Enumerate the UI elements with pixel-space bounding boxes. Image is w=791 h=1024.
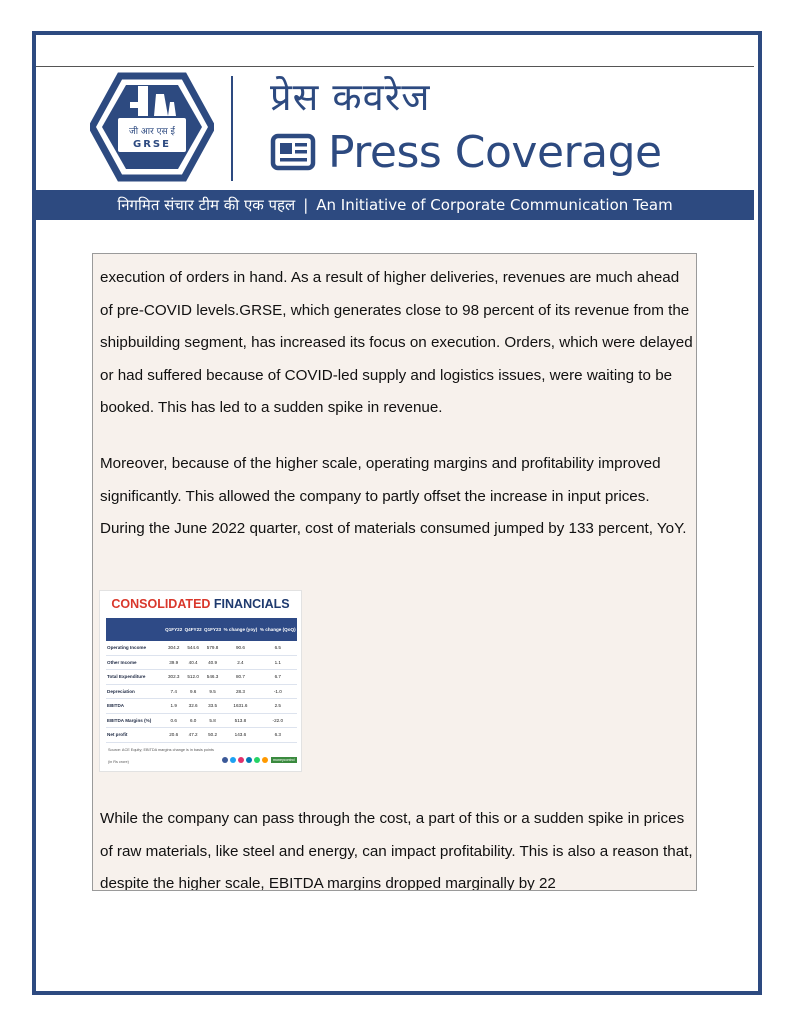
table-cell: 304.2 bbox=[164, 641, 183, 655]
table-row bbox=[106, 684, 297, 699]
hindi-title: प्रेस कवरेज bbox=[270, 75, 431, 119]
logo-hindi-text: जी आर एस ई bbox=[129, 127, 175, 137]
column-header: % change (yoy) bbox=[222, 618, 258, 641]
newspaper-icon bbox=[270, 132, 316, 172]
table-cell: 20.6 bbox=[164, 728, 183, 743]
row-label: EBITDA bbox=[106, 699, 164, 714]
table-row bbox=[106, 699, 297, 714]
row-label: Depreciation bbox=[106, 684, 164, 699]
financials-table bbox=[106, 618, 297, 743]
table-cell: 544.6 bbox=[183, 641, 202, 655]
table-cell: -22.0 bbox=[259, 713, 297, 728]
table-row bbox=[106, 670, 297, 685]
article-clipping bbox=[92, 253, 697, 891]
table-cell: 28.3 bbox=[222, 684, 258, 699]
table-cell: 1.9 bbox=[164, 699, 183, 714]
share-icons bbox=[222, 757, 297, 763]
table-row bbox=[106, 641, 297, 655]
table-row bbox=[106, 655, 297, 670]
table-cell: 2.5 bbox=[259, 699, 297, 714]
table-cell: 302.3 bbox=[164, 670, 183, 685]
whatsapp-icon bbox=[254, 757, 260, 763]
table-cell: 6.0 bbox=[183, 713, 202, 728]
logo-divider bbox=[231, 76, 233, 181]
column-header: Q4FY22 bbox=[183, 618, 202, 641]
grse-logo bbox=[90, 72, 214, 182]
financials-table-image bbox=[99, 590, 302, 772]
table-cell: 1.1 bbox=[259, 655, 297, 670]
table-cell: -1.0 bbox=[259, 684, 297, 699]
table-cell: 6.5 bbox=[259, 641, 297, 655]
table-cell: 50.2 bbox=[203, 728, 222, 743]
table-cell: 5.8 bbox=[203, 713, 222, 728]
table-cell: 6.7 bbox=[259, 670, 297, 685]
table-row bbox=[106, 713, 297, 728]
table-cell: 40.9 bbox=[203, 655, 222, 670]
row-label: Net profit bbox=[106, 728, 164, 743]
table-cell: 80.7 bbox=[222, 670, 258, 685]
row-label: Operating Income bbox=[106, 641, 164, 655]
table-corner-cell bbox=[106, 618, 164, 641]
table-row bbox=[106, 728, 297, 743]
row-label: Other Income bbox=[106, 655, 164, 670]
row-label: EBITDA Margins (%) bbox=[106, 713, 164, 728]
facebook-icon bbox=[222, 757, 228, 763]
article-paragraph: Moreover, because of the higher scale, operating margins and profitability improved significantly. This allowed the company to partly offset the increase in input prices. During the June 2022 quarter, cost of materials consumed jumped by 133 percent, YoY. bbox=[100, 455, 687, 537]
table-cell: 32.6 bbox=[183, 699, 202, 714]
table-cell: 33.5 bbox=[203, 699, 222, 714]
table-cell: 513.8 bbox=[222, 713, 258, 728]
table-cell: 9.6 bbox=[183, 684, 202, 699]
table-cell: 7.4 bbox=[164, 684, 183, 699]
moneycontrol-brand: moneycontrol bbox=[273, 758, 295, 762]
column-header: Q1FY23 bbox=[203, 618, 222, 641]
rss-icon bbox=[262, 757, 268, 763]
press-coverage-title: Press Coverage bbox=[328, 126, 662, 178]
table-cell: 512.0 bbox=[183, 670, 202, 685]
table-cell: 143.6 bbox=[222, 728, 258, 743]
article-paragraph: While the company can pass through the cost, a part of this or a sudden spike in prices of raw materials, like steel and energy, can impact profitability. This is also a reason that, despite the higher scale, EBITDA margins dropped marginally by 22 bbox=[100, 810, 693, 891]
twitter-icon bbox=[230, 757, 236, 763]
table-cell: 0.6 bbox=[164, 713, 183, 728]
table-cell: 40.4 bbox=[183, 655, 202, 670]
row-label: Total Expenditure bbox=[106, 670, 164, 685]
table-cell: 90.6 bbox=[222, 641, 258, 655]
press-coverage-heading bbox=[270, 124, 662, 180]
financials-title-part1: CONSOLIDATED bbox=[111, 597, 211, 611]
column-header: % change (QoQ) bbox=[259, 618, 297, 641]
financials-title-part2: FINANCIALS bbox=[213, 597, 290, 611]
initiative-banner bbox=[36, 190, 754, 220]
currency-note: (in Rs crore) bbox=[108, 760, 129, 764]
table-cell: 39.9 bbox=[164, 655, 183, 670]
financials-title bbox=[100, 597, 301, 611]
table-cell: 47.2 bbox=[183, 728, 202, 743]
banner-hindi: निगमित संचार टीम की एक पहल bbox=[117, 196, 296, 214]
banner-separator: | bbox=[303, 196, 309, 214]
instagram-icon bbox=[238, 757, 244, 763]
table-cell: 1631.6 bbox=[222, 699, 258, 714]
table-cell: 9.5 bbox=[203, 684, 222, 699]
top-rule bbox=[36, 66, 754, 67]
banner-english: An Initiative of Corporate Communication Team bbox=[316, 196, 673, 214]
table-cell: 6.3 bbox=[259, 728, 297, 743]
table-cell: 2.4 bbox=[222, 655, 258, 670]
table-header-row bbox=[106, 618, 297, 641]
table-source-note: Source: ACE Equity; EBITDA margins change is in basis points bbox=[108, 748, 214, 752]
table-cell: 579.8 bbox=[203, 641, 222, 655]
linkedin-icon bbox=[246, 757, 252, 763]
logo-english-text: GRSE bbox=[133, 139, 171, 150]
table-cell: 546.3 bbox=[203, 670, 222, 685]
column-header: Q1FY22 bbox=[164, 618, 183, 641]
article-paragraph: execution of orders in hand. As a result of higher deliveries, revenues are much ahead of pre-COVID levels.GRSE, which generates close to 98 percent of its revenue from the shipbuilding segment, has increased its focus on execution. Orders, which were delayed or had suffered because of COVID-led supply and logistics issues, were waiting to be booked. This has led to a sudden spike in revenue. bbox=[100, 269, 693, 416]
